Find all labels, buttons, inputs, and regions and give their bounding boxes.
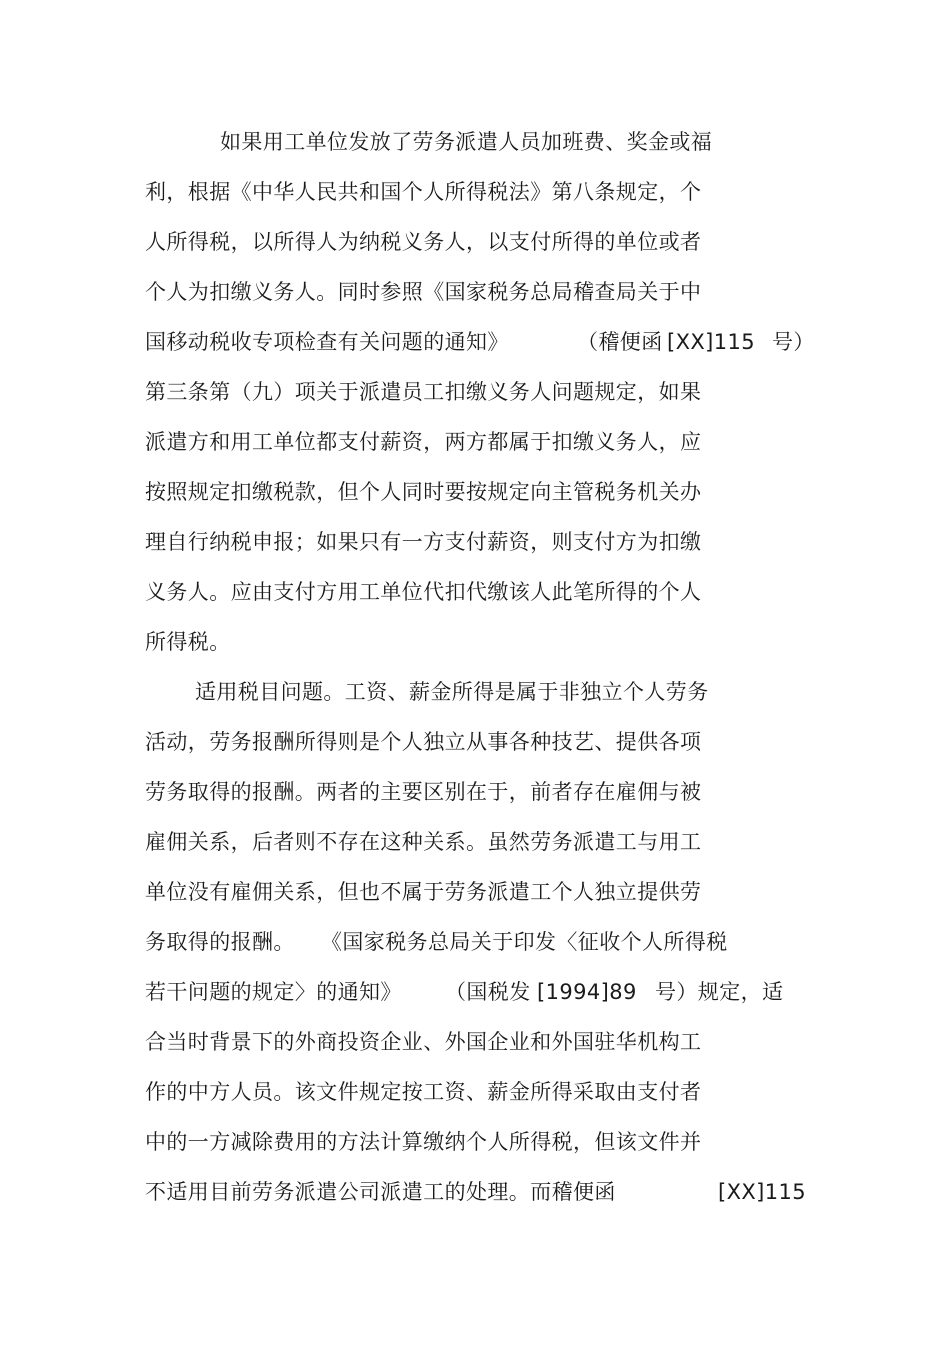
paragraph-1-line-8: 按照规定扣缴税款，但个人同时要按规定向主管税务机关办 bbox=[145, 480, 702, 504]
paragraph-1-line-4: 个人为扣缴义务人。同时参照《国家税务总局稽查局关于中 bbox=[145, 280, 702, 304]
paragraph-2-line-8: 合当时背景下的外商投资企业、外国企业和外国驻华机构工 bbox=[145, 1030, 702, 1054]
line-segment: 号） bbox=[772, 330, 815, 354]
line-segment: 《国家税务总局关于印发〈征收个人所得税 bbox=[321, 930, 728, 954]
paragraph-2-line-9: 作的中方人员。该文件规定按工资、薪金所得采取由支付者 bbox=[145, 1080, 702, 1104]
line-segment: 若干问题的规定〉的通知》 bbox=[145, 980, 402, 1004]
line-segment: 号）规定，适 bbox=[655, 980, 784, 1004]
paragraph-1-line-2: 利，根据《中华人民共和国个人所得税法》第八条规定，个 bbox=[145, 180, 702, 204]
paragraph-2-line-3: 劳务取得的报酬。两者的主要区别在于，前者存在雇佣与被 bbox=[145, 780, 702, 804]
line-segment: 务取得的报酬。 bbox=[145, 930, 295, 954]
paragraph-1-line-1: 如果用工单位发放了劳务派遣人员加班费、奖金或福 bbox=[220, 130, 713, 154]
paragraph-2-line-5: 单位没有雇佣关系，但也不属于劳务派遣工个人独立提供劳 bbox=[145, 880, 702, 904]
line-segment: （国税发 bbox=[445, 980, 531, 1004]
paragraph-1-line-9: 理自行纳税申报；如果只有一方支付薪资，则支付方为扣缴 bbox=[145, 530, 702, 554]
line-segment: 国移动税收专项检查有关问题的通知》 bbox=[145, 330, 509, 354]
paragraph-2-line-1: 适用税目问题。工资、薪金所得是属于非独立个人劳务 bbox=[195, 680, 709, 704]
paragraph-2-line-4: 雇佣关系，后者则不存在这种关系。虽然劳务派遣工与用工 bbox=[145, 830, 702, 854]
paragraph-2-line-2: 活动，劳务报酬所得则是个人独立从事各种技艺、提供各项 bbox=[145, 730, 702, 754]
line-segment: [1994]89 bbox=[537, 980, 637, 1004]
line-segment: [XX]115 bbox=[667, 330, 756, 354]
paragraph-2-line-10: 中的一方减除费用的方法计算缴纳个人所得税，但该文件并 bbox=[145, 1130, 702, 1154]
line-segment: [XX]115 bbox=[718, 1180, 807, 1204]
paragraph-1-line-10: 义务人。应由支付方用工单位代扣代缴该人此笔所得的个人 bbox=[145, 580, 702, 604]
paragraph-1-line-7: 派遣方和用工单位都支付薪资，两方都属于扣缴义务人，应 bbox=[145, 430, 702, 454]
paragraph-1-line-3: 人所得税，以所得人为纳税义务人，以支付所得的单位或者 bbox=[145, 230, 702, 254]
line-segment: 不适用目前劳务派遣公司派遣工的处理。而稽便函 bbox=[145, 1180, 616, 1204]
paragraph-1-line-11: 所得税。 bbox=[145, 630, 231, 654]
paragraph-1-line-6: 第三条第（九）项关于派遣员工扣缴义务人问题规定，如果 bbox=[145, 380, 702, 404]
line-segment: （稽便函 bbox=[577, 330, 663, 354]
